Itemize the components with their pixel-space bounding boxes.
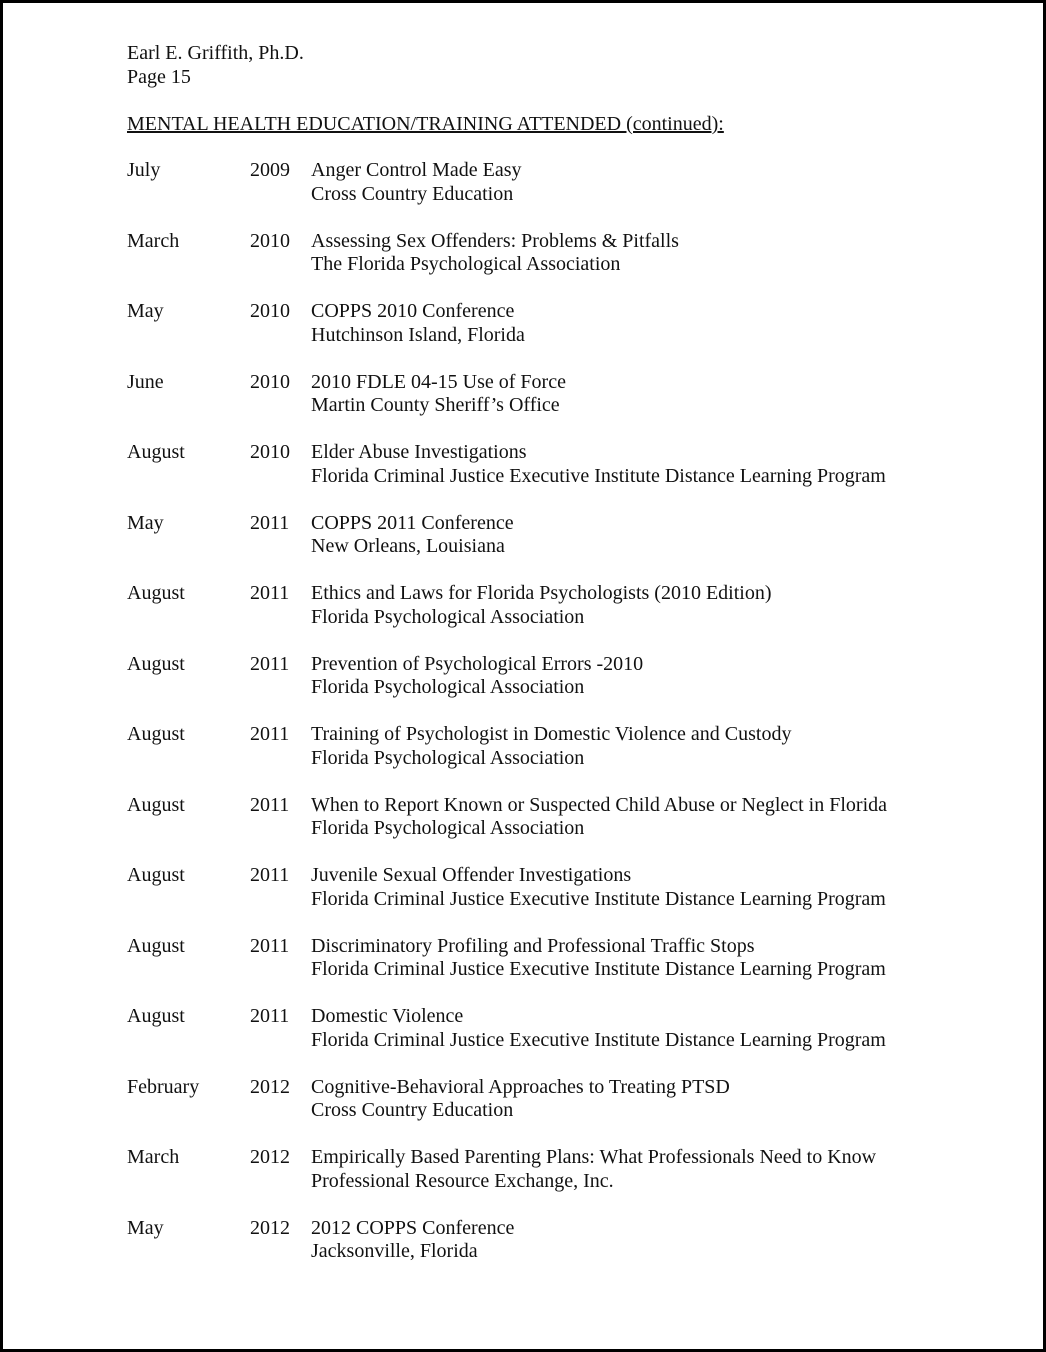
entry-provider: Florida Criminal Justice Executive Institute Distance Learning Program xyxy=(311,464,886,487)
entry-title: Training of Psychologist in Domestic Violence and Custody xyxy=(311,723,792,745)
entry-description xyxy=(311,582,772,629)
entry-title: Elder Abuse Investigations xyxy=(311,441,527,463)
entry-title: COPPS 2011 Conference xyxy=(311,511,514,534)
training-entry xyxy=(127,441,1027,512)
entry-title: Anger Control Made Easy xyxy=(311,159,522,181)
training-entry xyxy=(127,653,1027,724)
entry-month: February xyxy=(127,1075,200,1098)
entry-year: 2010 xyxy=(250,370,290,393)
entry-provider: New Orleans, Louisiana xyxy=(311,535,505,557)
entry-year: 2012 xyxy=(250,1216,290,1239)
training-list xyxy=(127,159,1027,1287)
entry-month: August xyxy=(127,1005,185,1027)
entry-provider: Florida Psychological Association xyxy=(311,676,585,698)
training-entry xyxy=(127,864,1027,935)
entry-provider: Martin County Sheriff’s Office xyxy=(311,394,560,416)
entry-month: August xyxy=(127,441,185,463)
entry-year: 2009 xyxy=(250,159,290,181)
training-entry xyxy=(127,935,1027,1006)
entry-provider: The Florida Psychological Association xyxy=(311,253,621,275)
training-entry xyxy=(127,1076,1027,1147)
entry-description xyxy=(311,794,887,841)
entry-provider: Florida Criminal Justice Executive Institute Distance Learning Program xyxy=(311,887,886,910)
entry-month: August xyxy=(127,652,185,675)
entry-description xyxy=(311,1217,514,1264)
training-entry xyxy=(127,1146,1027,1217)
entry-provider: Jacksonville, Florida xyxy=(311,1240,478,1262)
entry-description xyxy=(311,512,514,559)
entry-month: June xyxy=(127,370,164,393)
entry-title: When to Report Known or Suspected Child Abuse or Neglect in Florida xyxy=(311,793,888,816)
entry-title: COPPS 2010 Conference xyxy=(311,300,515,322)
entry-title: Prevention of Psychological Errors -2010 xyxy=(311,652,644,675)
entry-month: August xyxy=(127,793,185,816)
entry-year: 2012 xyxy=(250,1075,290,1098)
entry-month: May xyxy=(127,511,164,534)
entry-month: August xyxy=(127,582,185,604)
section-title: MENTAL HEALTH EDUCATION/TRAINING ATTENDED (continued): xyxy=(127,113,724,135)
training-entry xyxy=(127,794,1027,865)
entry-month: August xyxy=(127,864,185,886)
entry-title: 2010 FDLE 04-15 Use of Force xyxy=(311,370,566,393)
training-entry xyxy=(127,1217,1027,1288)
entry-provider: Professional Resource Exchange, Inc. xyxy=(311,1169,614,1192)
entry-description xyxy=(311,300,525,347)
training-entry xyxy=(127,1005,1027,1076)
entry-year: 2011 xyxy=(250,864,290,886)
author-name: Earl E. Griffith, Ph.D. xyxy=(127,42,304,64)
entry-year: 2010 xyxy=(250,300,290,322)
entry-year: 2011 xyxy=(250,1005,290,1027)
training-entry xyxy=(127,300,1027,371)
entry-year: 2011 xyxy=(250,652,290,675)
training-entry xyxy=(127,371,1027,442)
entry-title: Ethics and Laws for Florida Psychologists (2010 Edition) xyxy=(311,582,772,604)
entry-provider: Hutchinson Island, Florida xyxy=(311,323,525,346)
entry-month: August xyxy=(127,934,185,957)
entry-month: August xyxy=(127,723,185,745)
entry-description xyxy=(311,371,566,418)
training-entry xyxy=(127,582,1027,653)
entry-provider: Cross Country Education xyxy=(311,1099,514,1121)
entry-description xyxy=(311,441,886,488)
entry-title: Empirically Based Parenting Plans: What Professionals Need to Know xyxy=(311,1146,877,1168)
entry-title: Juvenile Sexual Offender Investigations xyxy=(311,864,632,886)
training-entry xyxy=(127,723,1027,794)
entry-month: July xyxy=(127,159,161,181)
entry-month: March xyxy=(127,229,180,252)
entry-provider: Florida Psychological Association xyxy=(311,605,585,628)
entry-title: Domestic Violence xyxy=(311,1005,464,1027)
entry-year: 2012 xyxy=(250,1146,290,1168)
entry-description xyxy=(311,653,643,700)
entry-year: 2011 xyxy=(250,934,290,957)
entry-year: 2010 xyxy=(250,229,290,252)
entry-year: 2010 xyxy=(250,441,290,463)
entry-provider: Florida Psychological Association xyxy=(311,817,585,839)
entry-title: 2012 COPPS Conference xyxy=(311,1216,515,1239)
entry-description xyxy=(311,159,522,206)
entry-description xyxy=(311,230,679,277)
entry-provider: Florida Criminal Justice Executive Institute Distance Learning Program xyxy=(311,958,886,980)
entry-title: Assessing Sex Offenders: Problems & Pitfalls xyxy=(311,229,679,252)
entry-year: 2011 xyxy=(250,582,290,604)
training-entry xyxy=(127,230,1027,301)
entry-year: 2011 xyxy=(250,723,290,745)
entry-description xyxy=(311,1146,876,1193)
entry-month: May xyxy=(127,300,164,322)
entry-provider: Florida Criminal Justice Executive Institute Distance Learning Program xyxy=(311,1028,886,1051)
entry-description xyxy=(311,935,886,982)
entry-title: Discriminatory Profiling and Professional Traffic Stops xyxy=(311,934,755,957)
page-number: Page 15 xyxy=(127,66,191,88)
entry-description xyxy=(311,864,886,911)
entry-month: March xyxy=(127,1146,180,1168)
entry-description xyxy=(311,723,791,770)
entry-description xyxy=(311,1076,730,1123)
entry-month: May xyxy=(127,1216,164,1239)
training-entry xyxy=(127,159,1027,230)
entry-provider: Cross Country Education xyxy=(311,182,514,205)
entry-title: Cognitive-Behavioral Approaches to Treating PTSD xyxy=(311,1075,730,1098)
page-header xyxy=(127,41,304,89)
training-entry xyxy=(127,512,1027,583)
entry-provider: Florida Psychological Association xyxy=(311,746,585,769)
entry-year: 2011 xyxy=(250,793,290,816)
entry-year: 2011 xyxy=(250,511,290,534)
entry-description xyxy=(311,1005,886,1052)
